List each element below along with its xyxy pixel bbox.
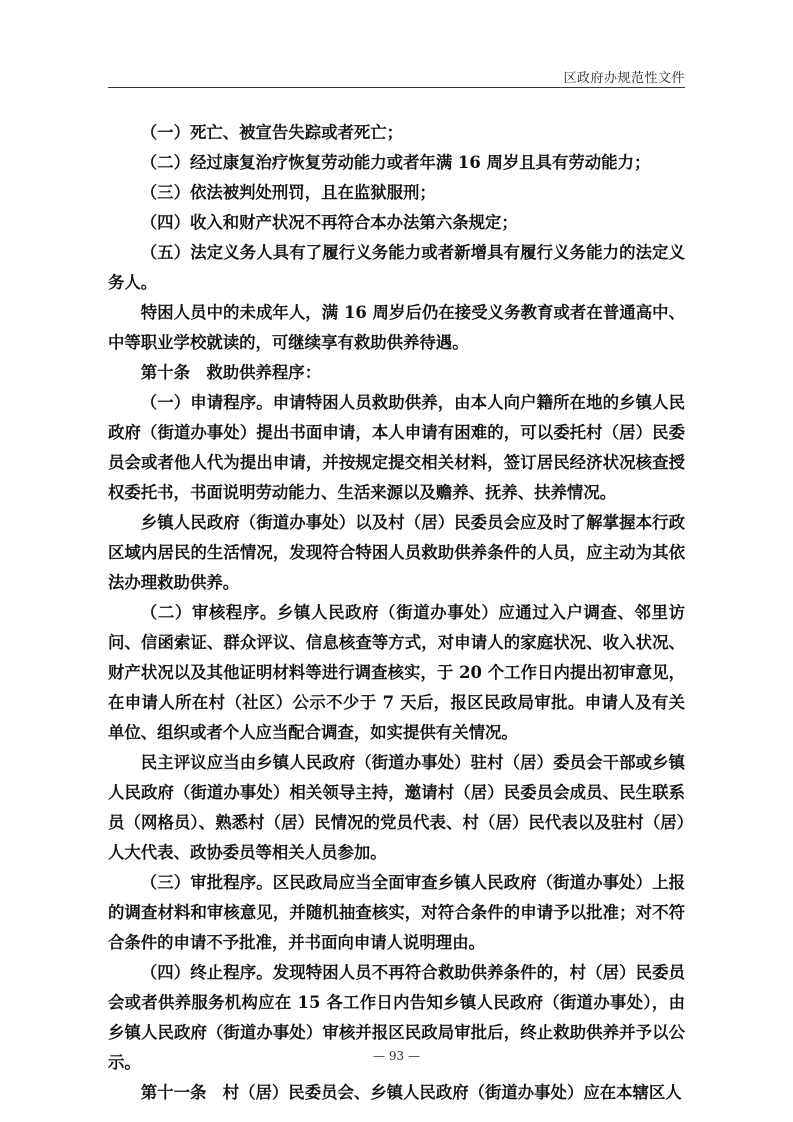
application-procedure-paragraph: （一）申请程序。申请特困人员救助供养，由本人向户籍所在地的乡镇人民政府（街道办事处）提出书面申请，本人申请有困难的，可以委托村（居）民委员会或者他人代为提出申请，并按规定提交相关材料，签订居民经济状况核查授权委托书，书面说明劳动能力、生活来源以及赡养、抚养、扶养情况。 [108, 393, 685, 502]
header-rule [108, 87, 685, 88]
running-header: 区政府办规范性文件 [563, 71, 685, 86]
clause-item-4: （四）收入和财产状况不再符合本办法第六条规定； [140, 213, 518, 232]
clause-item-1: （一）死亡、被宣告失踪或者死亡； [140, 123, 404, 142]
termination-procedure-paragraph: （四）终止程序。发现特困人员不再符合救助供养条件的，村（居）民委员会或者供养服务机构应在 15 各工作日内告知乡镇人民政府（街道办事处），由乡镇人民政府（街道办事处）审核并报区民政局审批后，终止救助供养并予以公示。 [108, 963, 685, 1072]
clause-item-5: （五）法定义务人具有了履行义务能力或者新增具有履行义务能力的法定义务人。 [108, 243, 685, 292]
article-11-paragraph: 第十一条 村（居）民委员会、乡镇人民政府（街道办事处）应在本辖区人 [140, 1083, 682, 1102]
clause-item-2: （二）经过康复治疗恢复劳动能力或者年满 16 周岁且具有劳动能力； [140, 153, 651, 172]
clause-item-3: （三）依法被判处刑罚，且在监狱服刑； [140, 183, 436, 202]
article-10-heading: 第十条 救助供养程序： [140, 363, 322, 382]
document-body [108, 118, 685, 1108]
review-procedure-paragraph: （二）审核程序。乡镇人民政府（街道办事处）应通过入户调查、邻里访问、信函索证、群众评议、信息核查等方式，对申请人的家庭状况、收入状况、财产状况以及其他证明材料等进行调查核实，于 20 个工作日内提出初审意见，在申请人所在村（社区）公示不少于 7 天后，报区民政局审批。申请人及有关单位、组织或者个人应当配合调查，如实提供有关情况。 [108, 603, 685, 742]
democratic-evaluation-paragraph: 民主评议应当由乡镇人民政府（街道办事处）驻村（居）委员会干部或乡镇人民政府（街道办事处）相关领导主持，邀请村（居）民委员会成员、民生联系员（网格员）、熟悉村（居）民情况的党员代表、村（居）民代表以及驻村（居）人大代表、政协委员等相关人员参加。 [108, 753, 685, 862]
approval-procedure-paragraph: （三）审批程序。区民政局应当全面审查乡镇人民政府（街道办事处）上报的调查材料和审核意见，并随机抽查核实，对符合条件的申请予以批准；对不符合条件的申请不予批准，并书面向申请人说明理由。 [108, 873, 685, 952]
minor-provision-paragraph: 特困人员中的未成年人，满 16 周岁后仍在接受义务教育或者在普通高中、中等职业学校就读的，可继续享有救助供养待遇。 [108, 303, 685, 352]
proactive-handling-paragraph: 乡镇人民政府（街道办事处）以及村（居）民委员会应及时了解掌握本行政区域内居民的生活情况，发现符合特困人员救助供养条件的人员，应主动为其依法办理救助供养。 [108, 513, 685, 592]
page-number: — 93 — [373, 1049, 420, 1063]
